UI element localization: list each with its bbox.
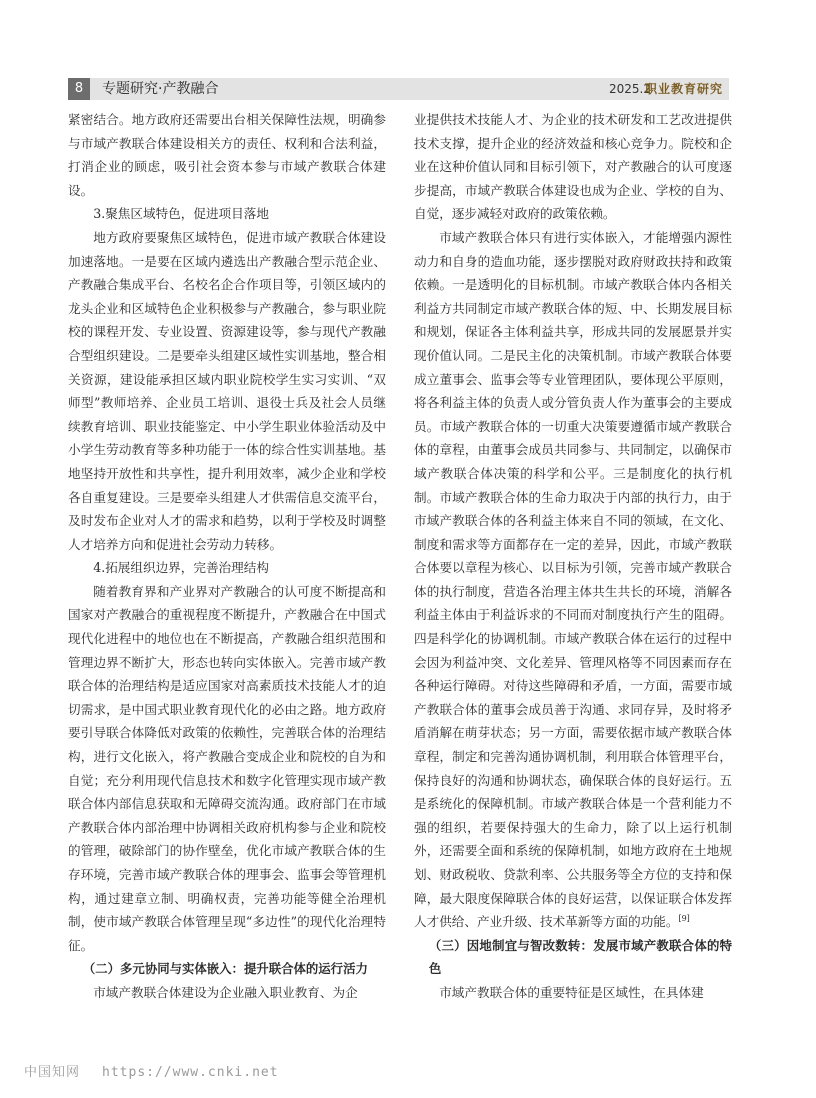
paragraph — [414, 226, 732, 934]
cnki-logo-text: 中国知网 — [24, 1065, 81, 1080]
journal-name: 职业教育研究 — [644, 82, 723, 96]
subheading: 4.拓展组织边界，完善治理结构 — [93, 560, 269, 576]
section-heading: （三）因地制宜与智改数转：发展市域产教联合体的特色 — [428, 937, 732, 977]
page-number: 8 — [68, 78, 90, 100]
reference-mark[interactable]: [9] — [678, 914, 690, 923]
paragraph: 紧密结合。地方政府还需要出台相关保障性法规，明确参与市域产教联合体建设相关方的责任、权利和合法利益，打消企业的顾虑，吸引社会资本参与市域产教联合体建设。 — [68, 112, 386, 198]
right-column — [414, 108, 732, 1005]
section-title: 专题研究·产教融合 — [102, 81, 219, 97]
paragraph: 地方政府要聚焦区域特色，促进市域产教联合体建设加速落地。一是要在区域内遴选出产教融合型示范企业、产教融合集成平台、名校名企合作项目等，引领区域内的龙头企业和区域特色企业积极参与产教融合，参与职业院校的课程开发、专业设置、资源建设等，参与现代产教融合型组织建设。二是要牵头组建区域性实训基地，整合相关资源，建设能承担区域内职业院校学生实习实训、“双师型”教师培养、企业员工培训、退役士兵及社会人员继续教育培训、职业技能鉴定、中小学生职业体验活动及中小学生劳动教育等多种功能于一体的综合性实训基地。基地坚持开放性和共享性，提升利用效率，减少企业和学校各自重复建设。三是要牵头组建人才供需信息交流平台，及时发布企业对人才的需求和趋势，以利于学校及时调整人才培养方向和促进社会劳动力转移。 — [68, 229, 386, 552]
section-heading: （二）多元协同与实体嵌入：提升联合体的运行活力 — [82, 961, 368, 977]
paragraph: 市域产教联合体的重要特征是区域性，在具体建 — [439, 984, 704, 1000]
issue-number: 2025.2 — [609, 82, 651, 96]
paragraph: 业提供技术技能人才、为企业的技术研发和工艺改进提供技术支撑，提升企业的经济效益和核心竞争力。院校和企业在这种价值认同和目标引领下，对产教融合的认可度逐步提高，市域产教联合体建设也成为企业、学校的自为、自觉，逐步减轻对政府的政策依赖。 — [414, 112, 732, 222]
left-column — [68, 108, 386, 1005]
paragraph: 市域产教联合体建设为企业融入职业教育、为企 — [93, 984, 358, 1000]
paragraph-text: 市域产教联合体只有进行实体嵌入，才能增强内源性动力和自身的造血功能，逐步摆脱对政府财政扶持和政策依赖。一是透明化的目标机制。市域产教联合体内各相关利益方共同制定市域产教联合体的短、中、长期发展目标和规划，保证各主体利益共享，形成共同的发展愿景并实现价值认同。二是民主化的决策机制。市域产教联合体要成立董事会、监事会等专业管理团队，要体现公平原则，将各利益主体的负责人或分管负责人作为董事会的主要成员。市域产教联合体的一切重大决策要遵循市域产教联合体的章程，由董事会成员共同参与、共同制定，以确保市域产教联合体决策的科学和公平。三是制度化的执行机制。市域产教联合体的生命力取决于内部的执行力，由于市域产教联合体的各利益主体来自不同的领域，在文化、制度和需求等方面都存在一定的差异，因此，市域产教联合体要以章程为核心、以目标为引领，完善市域产教联合体的执行制度，营造各治理主体共生共长的环境，消解各利益主体由于利益诉求的不同而对制度执行产生的阻碍。四是科学化的协调机制。市域产教联合体在运行的过程中会因为利益冲突、文化差异、管理风格等不同因素而存在各种运行障碍。对待这些障碍和矛盾，一方面，需要市域产教联合体的董事会成员善于沟通、求同存异，及时将矛盾消解在萌芽状态；另一方面，需要依据市域产教联合体章程，制定和完善沟通协调机制，利用联合体管理平台，保持良好的沟通和协调状态，确保联合体的良好运行。五是系统化的保障机制。市域产教联合体是一个营利能力不强的组织，若要保持强大的生命力，除了以上运行机制外，还需要全面和系统的保障机制，如地方政府在土地规划、财政税收、贷款利率、公共服务等全方位的支持和保障，最大限度保障联合体的良好运营，以保证联合体发挥人才供给、产业升级、技术革新等方面的功能。 — [414, 229, 732, 930]
paragraph: 随着教育界和产业界对产教融合的认可度不断提高和国家对产教融合的重视程度不断提升，产教融合在中国式现代化进程中的地位也在不断提高，产教融合组织范围和管理边界不断扩大，形态也转向实体嵌入。完善市域产教联合体的治理结构是适应国家对高素质技术技能人才的迫切需求，是中国式职业教育现代化的必由之路。地方政府要引导联合体降低对政策的依赖性，完善联合体的治理结构，进行文化嵌入，将产教融合变成企业和院校的自为和自觉；充分利用现代信息技术和数字化管理实现市域产教联合体内部信息获取和无障碍交流沟通。政府部门在市域产教联合体内部治理中协调相关政府机构参与企业和院校的管理，破除部门的协作壁垒，优化市域产教联合体的生存环境，完善市域产教联合体的理事会、监事会等管理机构，通过建章立制、明确权责，完善功能等健全治理机制，使市域产教联合体管理呈现“多边性”的现代化治理特征。 — [68, 583, 386, 953]
page-header — [68, 78, 729, 100]
footer-watermark — [24, 1061, 279, 1080]
cnki-url[interactable]: https://www.cnki.net — [102, 1065, 279, 1080]
subheading: 3.聚焦区域特色，促进项目落地 — [93, 206, 269, 222]
